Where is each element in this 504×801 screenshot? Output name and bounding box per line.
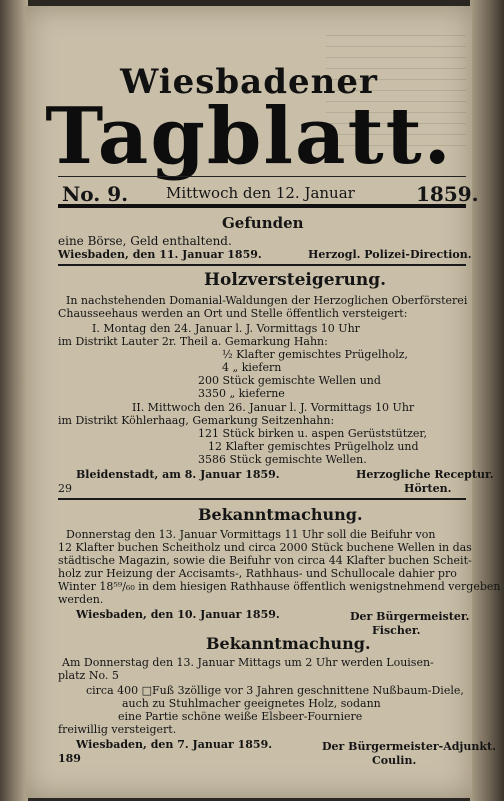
bek1-name: Fischer. (372, 624, 421, 637)
wood-item1b: im Distrikt Lauter 2r. Theil a. Gemarkung Hahn: (58, 335, 328, 348)
bek1-line: Donnerstag den 13. Januar Vormittags 11 Uhr soll die Beifuhr von (66, 528, 436, 541)
masthead-title: Tagblatt. (45, 91, 453, 182)
issue-date: Mittwoch den 12. Januar (166, 184, 355, 202)
wood-item2b: im Distrikt Köhlerhaag, Gemarkung Seitzenhahn: (58, 414, 335, 427)
issue-number: No. 9. (62, 182, 129, 206)
heading-bek1: Bekanntmachung. (198, 505, 363, 524)
bek2-line: eine Partie schöne weiße Elsbeer-Fourniere (118, 710, 363, 723)
wood-line: ½ Klafter gemischtes Prügelholz, (222, 348, 409, 361)
wood-intro2: Chausseehaus werden an Ort und Stelle öffentlich versteigert: (58, 307, 408, 320)
bek2-signature: Der Bürgermeister-Adjunkt. (322, 740, 496, 753)
heading-wood: Holzversteigerung. (204, 270, 387, 290)
wood-place-date: Bleidenstadt, am 8. Januar 1859. (76, 468, 280, 481)
rule (58, 498, 466, 500)
bek2-line: platz No. 5 (58, 669, 119, 682)
found-body: eine Börse, Geld enthaltend. (58, 234, 232, 248)
masthead-top: Wiesbadener (120, 62, 378, 102)
bek2-line: circa 400 □Fuß 3zöllige vor 3 Jahren geschnittene Nußbaum-Diele, (86, 684, 464, 697)
wood-item2a: II. Mittwoch den 26. Januar l. J. Vormittags 10 Uhr (132, 401, 415, 414)
wood-line: 121 Stück birken u. aspen Gerüststützer, (198, 427, 427, 440)
wood-signature: Herzogliche Receptur. (356, 468, 494, 481)
newspaper-page (26, 6, 501, 798)
wood-line: 12 Klafter gemischtes Prügelholz und (208, 440, 419, 453)
bek1-line: 12 Klafter buchen Scheitholz und circa 2000 Stück buchene Wellen in das (58, 541, 472, 554)
bek1-signature: Der Bürgermeister. (350, 610, 470, 623)
heading-found: Gefunden (222, 214, 304, 232)
book-edge-right (470, 0, 504, 801)
found-place-date: Wiesbaden, den 11. Januar 1859. (58, 248, 262, 261)
rule (58, 176, 466, 177)
issue-year: 1859. (416, 182, 479, 206)
bek1-line: holz zur Heizung der Accisamts-, Rathhaus- und Schullocale dahier pro (58, 567, 457, 580)
wood-number: 29 (58, 482, 72, 495)
wood-item1a: I. Montag den 24. Januar l. J. Vormittags 10 Uhr (92, 322, 360, 335)
wood-line: 3586 Stück gemischte Wellen. (198, 453, 367, 466)
rule (58, 204, 466, 208)
bek1-line: Winter 18⁵⁹/₆₀ in dem hiesigen Rathhause öffentlich wenigstnehmend vergeben (58, 580, 501, 593)
bek2-line: Am Donnerstag den 13. Januar Mittags um 2 Uhr werden Louisen- (62, 656, 434, 669)
bek1-line: städtische Magazin, sowie die Beifuhr von circa 44 Klafter buchen Scheit- (58, 554, 472, 567)
bek1-place-date: Wiesbaden, den 10. Januar 1859. (76, 608, 280, 621)
wood-line: 4 „ kiefern (222, 361, 282, 374)
bek2-number: 189 (58, 752, 81, 765)
bek2-line: auch zu Stuhlmacher geeignetes Holz, sodann (122, 697, 381, 710)
wood-name: Hörten. (404, 482, 452, 495)
heading-bek2: Bekanntmachung. (206, 634, 371, 653)
bek2-name: Coulin. (372, 754, 417, 767)
rule (58, 264, 466, 266)
wood-line: 200 Stück gemischte Wellen und (198, 374, 381, 387)
bek2-line: freiwillig versteigert. (58, 723, 177, 736)
wood-intro1: In nachstehenden Domanial-Waldungen der Herzoglichen Oberförsterei (66, 294, 468, 307)
bek1-line: werden. (58, 593, 104, 606)
wood-line: 3350 „ kiefernе (198, 387, 285, 400)
found-signature: Herzogl. Polizei-Direction. (308, 248, 472, 261)
bek2-place-date: Wiesbaden, den 7. Januar 1859. (76, 738, 273, 751)
book-spine-left (0, 0, 28, 801)
